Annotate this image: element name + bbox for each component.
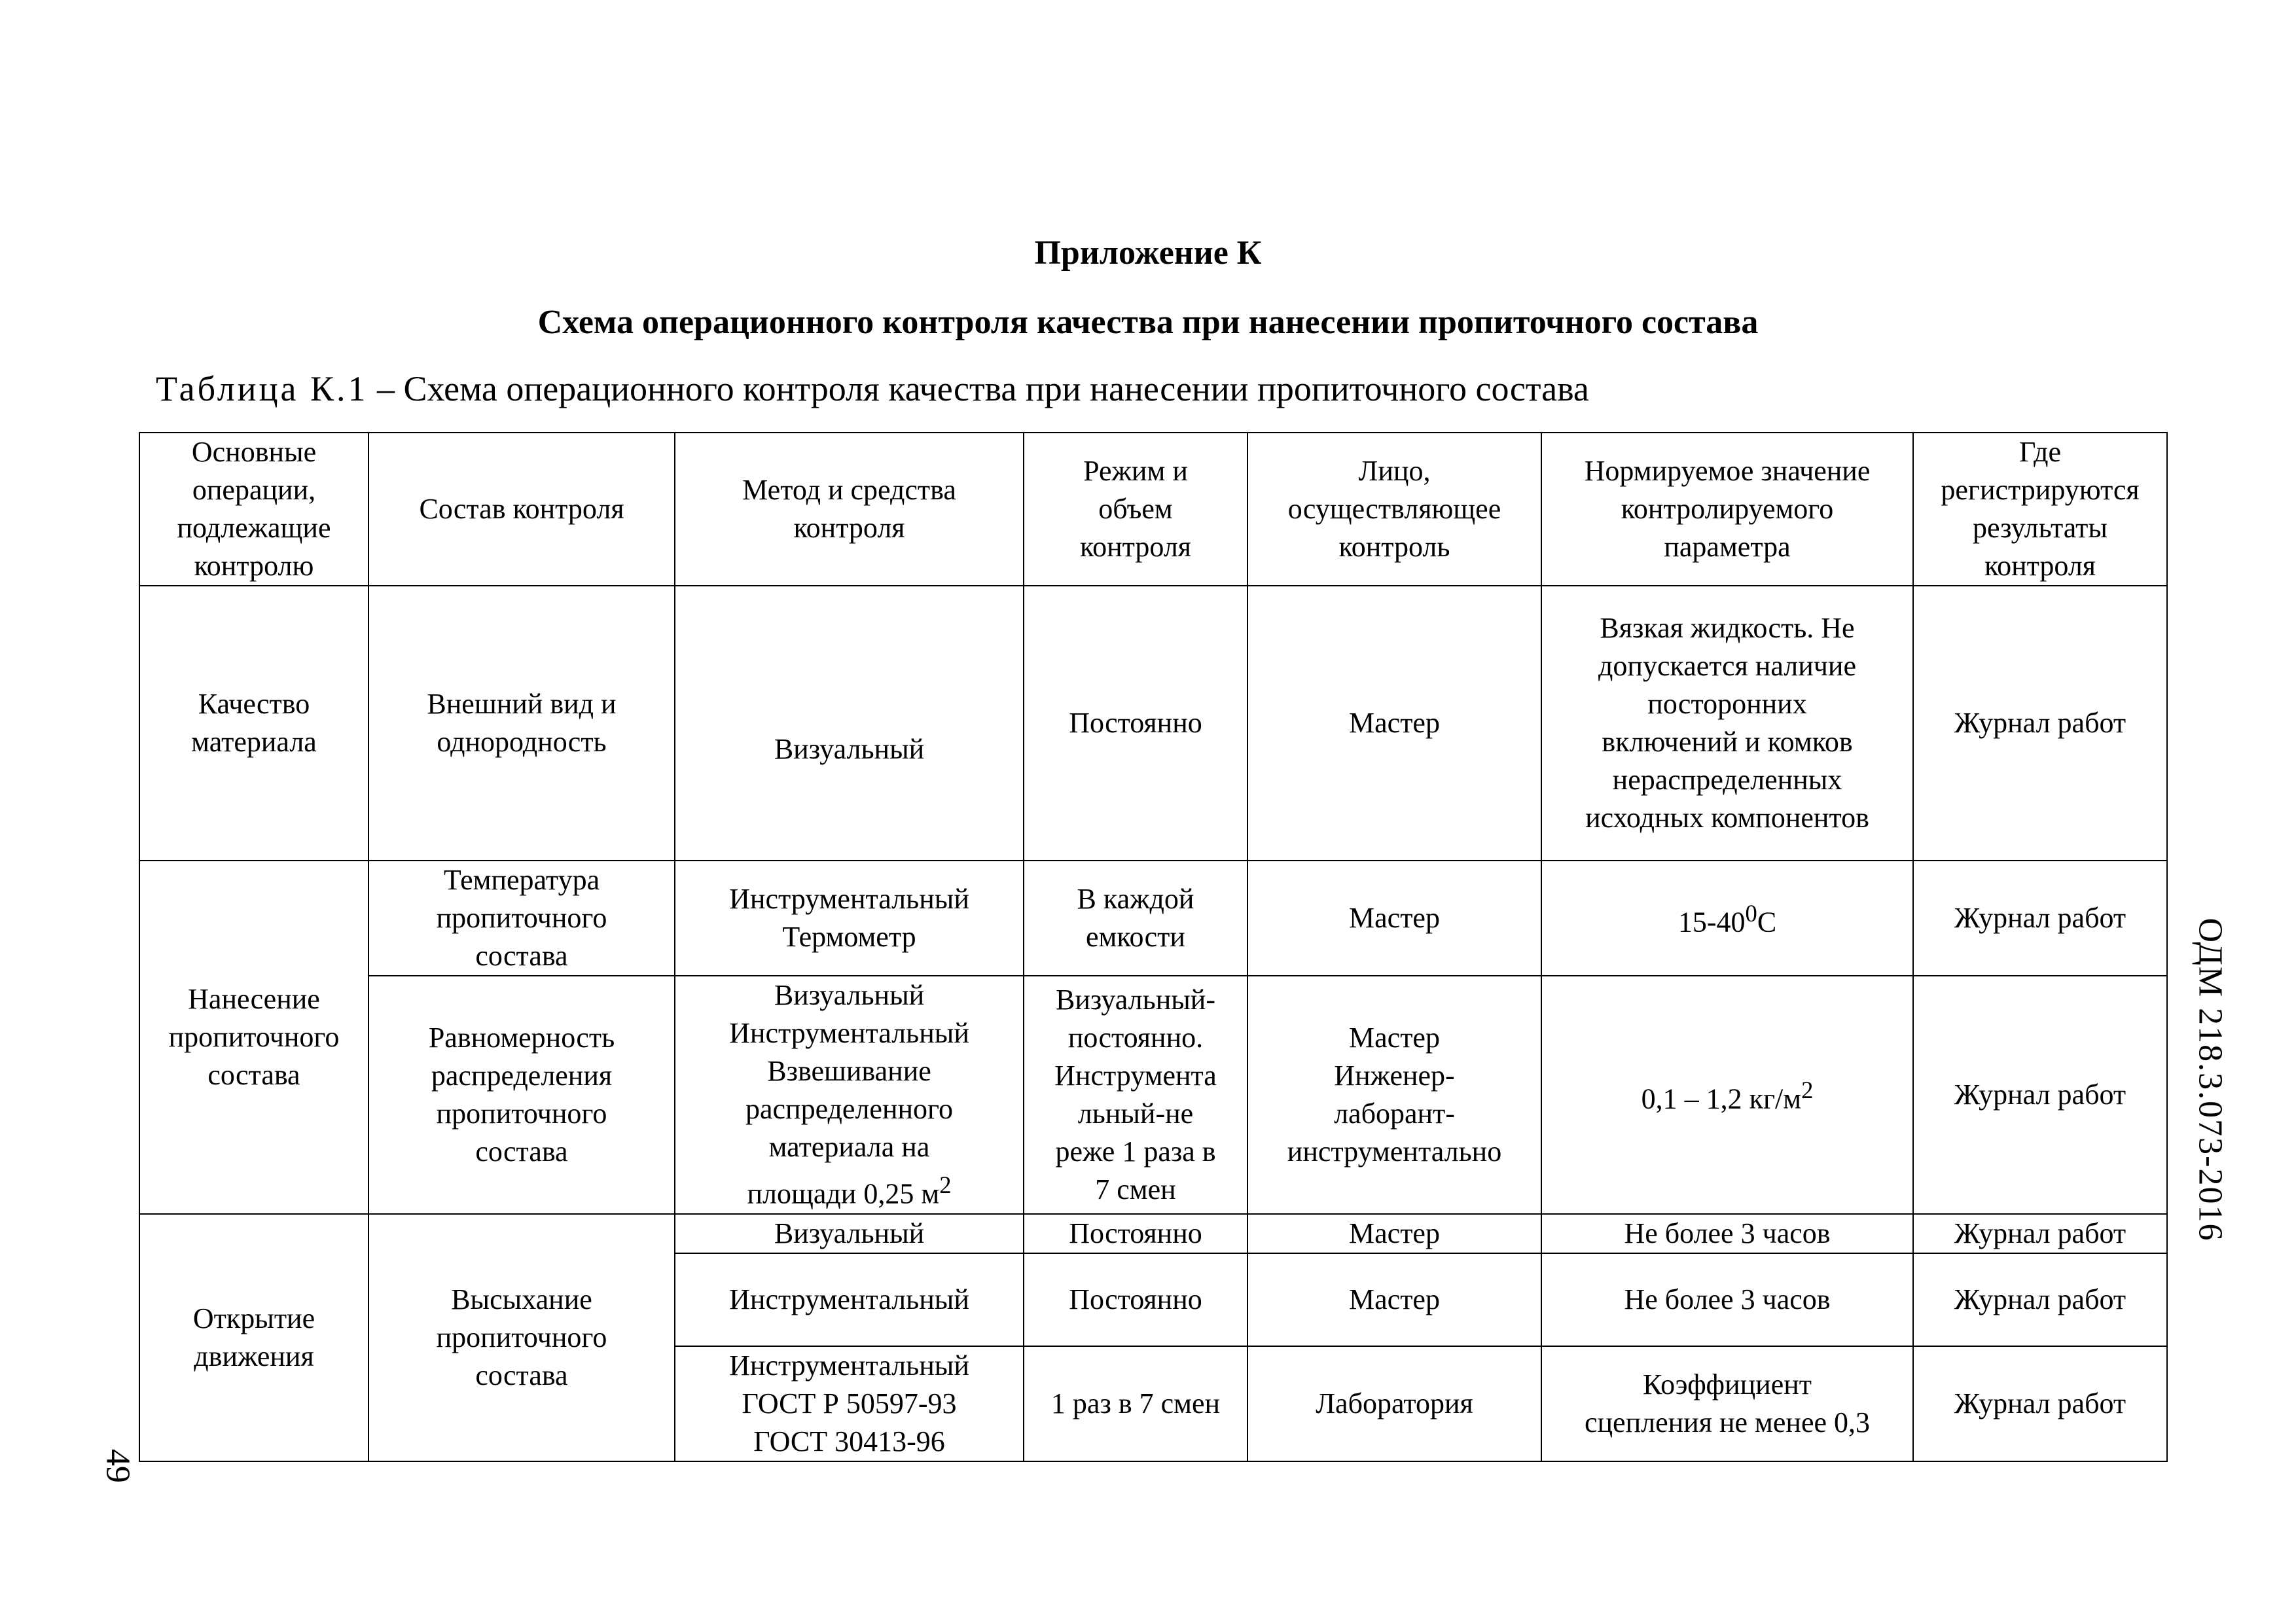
- method-lines: Визуальный Инструментальный Взвешивание распределенного материала на: [729, 979, 969, 1163]
- header-cell: Основные операции, подлежащие контролю: [139, 433, 368, 586]
- table-row: [139, 1214, 2167, 1253]
- document-code: ОДМ 218.3.073-2016: [2191, 918, 2229, 1242]
- header-cell: Метод и средства контроля: [675, 433, 1024, 586]
- norm-cell: Коэффициент сцепления не менее 0,3: [1541, 1346, 1913, 1461]
- mode-cell: 1 раз в 7 смен: [1024, 1346, 1247, 1461]
- norm-superscript: 0: [1745, 900, 1757, 927]
- table-row: [139, 586, 2167, 861]
- method-superscript: 2: [939, 1171, 952, 1198]
- quality-control-table: [139, 432, 2168, 1462]
- method-cell: Инструментальный Термометр: [675, 861, 1024, 976]
- norm-cell: Не более 3 часов: [1541, 1214, 1913, 1253]
- mode-cell: Постоянно: [1024, 1214, 1247, 1253]
- norm-value: 0,1 – 1,2 кг/м: [1641, 1082, 1802, 1115]
- table-caption-label: Таблица К.1: [156, 369, 368, 408]
- method-last-line: площади 0,25 м: [747, 1177, 940, 1210]
- header-cell: Состав контроля: [368, 433, 675, 586]
- norm-superscript: 2: [1801, 1077, 1814, 1103]
- table-row: [139, 861, 2167, 976]
- composition-cell: Высыхание пропиточного состава: [368, 1214, 675, 1461]
- person-cell: Мастер: [1247, 1214, 1541, 1253]
- person-cell: Мастер: [1247, 861, 1541, 976]
- register-cell: Журнал работ: [1913, 586, 2167, 861]
- mode-cell: Постоянно: [1024, 1253, 1247, 1346]
- mode-cell: Постоянно: [1024, 586, 1247, 861]
- operation-cell: Качество материала: [139, 586, 368, 861]
- operation-cell: Нанесение пропиточного состава: [139, 861, 368, 1214]
- table-caption: [156, 365, 1589, 412]
- norm-cell: [1541, 861, 1913, 976]
- norm-cell: Не более 3 часов: [1541, 1253, 1913, 1346]
- method-cell: Визуальный: [675, 586, 1024, 861]
- table-row: [139, 976, 2167, 1214]
- mode-cell: В каждой емкости: [1024, 861, 1247, 976]
- header-cell: Режим и объем контроля: [1024, 433, 1247, 586]
- person-cell: Мастер Инженер- лаборант- инструментально: [1247, 976, 1541, 1214]
- method-cell: [675, 976, 1024, 1214]
- norm-cell: Вязкая жидкость. Не допускается наличие посторонних включений и комков нераспределенных исходных компонентов: [1541, 586, 1913, 861]
- appendix-title: Приложение К: [1034, 234, 1262, 272]
- register-cell: Журнал работ: [1913, 1253, 2167, 1346]
- composition-cell: Температура пропиточного состава: [368, 861, 675, 976]
- composition-cell: Равномерность распределения пропиточного состава: [368, 976, 675, 1214]
- norm-cell: [1541, 976, 1913, 1214]
- table-caption-text: – Схема операционного контроля качества при нанесении пропиточного состава: [368, 369, 1589, 408]
- method-cell: Визуальный: [675, 1214, 1024, 1253]
- composition-cell: Внешний вид и однородность: [368, 586, 675, 861]
- norm-value: 15-40: [1677, 906, 1746, 938]
- operation-cell: Открытие движения: [139, 1214, 368, 1461]
- register-cell: Журнал работ: [1913, 1346, 2167, 1461]
- header-cell: Нормируемое значение контролируемого параметра: [1541, 433, 1913, 586]
- register-cell: Журнал работ: [1913, 976, 2167, 1214]
- person-cell: Лаборатория: [1247, 1346, 1541, 1461]
- method-cell: Инструментальный: [675, 1253, 1024, 1346]
- method-cell: Инструментальный ГОСТ Р 50597-93 ГОСТ 30413-96: [675, 1346, 1024, 1461]
- appendix-subtitle: Схема операционного контроля качества при нанесении пропиточного состава: [537, 304, 1759, 341]
- header-cell: Где регистрируются результаты контроля: [1913, 433, 2167, 586]
- norm-unit: С: [1757, 906, 1777, 938]
- header-cell: Лицо, осуществляющее контроль: [1247, 433, 1541, 586]
- mode-cell: Визуальный- постоянно. Инструмента льный-не реже 1 раза в 7 смен: [1024, 976, 1247, 1214]
- register-cell: Журнал работ: [1913, 1214, 2167, 1253]
- person-cell: Мастер: [1247, 1253, 1541, 1346]
- person-cell: Мастер: [1247, 586, 1541, 861]
- page-number: 49: [99, 1449, 137, 1483]
- header-row: [139, 433, 2167, 586]
- register-cell: Журнал работ: [1913, 861, 2167, 976]
